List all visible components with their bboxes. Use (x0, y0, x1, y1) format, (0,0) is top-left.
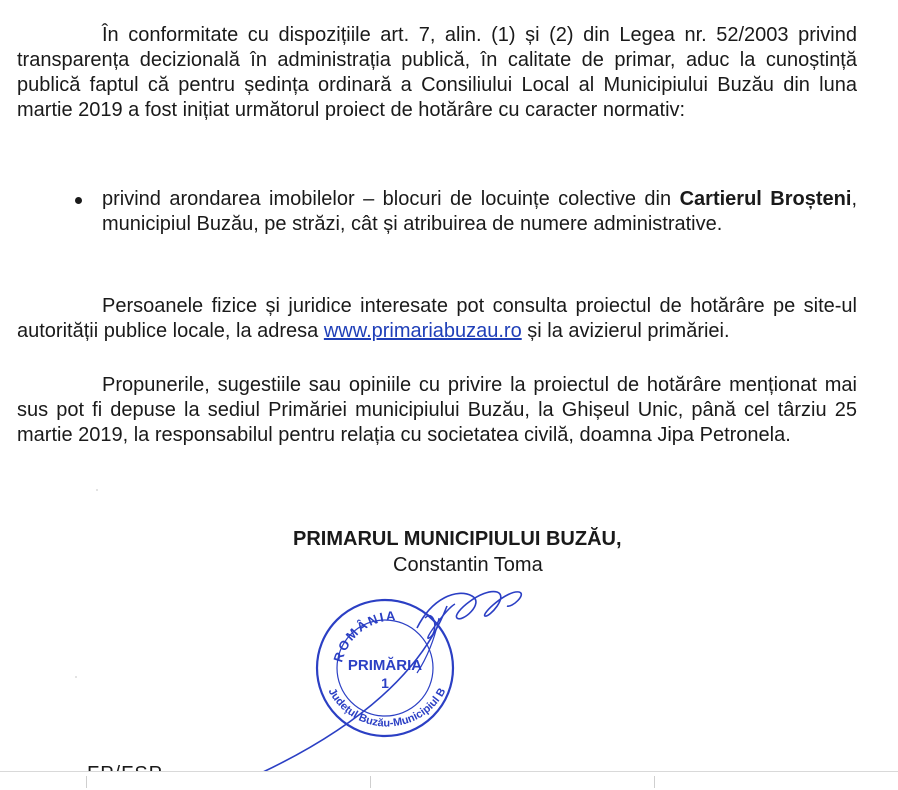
bullet-dot-icon (75, 197, 82, 204)
official-stamp-and-signature (257, 578, 537, 778)
stamp-seal-icon (257, 578, 537, 778)
stamp-number: 1 (381, 675, 389, 691)
scan-speck (75, 676, 77, 678)
project-list-item (102, 187, 857, 237)
consultation-text-start: Persoanele fizice și juridice interesate pot consulta proiectul de hotărâre pe site-ul autorității publice locale, la adresa (17, 295, 857, 342)
page-bottom-strip (0, 771, 898, 790)
scan-speck (96, 489, 98, 491)
stamp-center-text: PRIMĂRIA (347, 657, 423, 674)
stamp-ring-text: Județul Buzău-Municipiul B (325, 686, 449, 730)
project-location-bold: Cartierul Broșteni (679, 188, 852, 210)
strip-divider (370, 776, 371, 788)
project-text-start: privind arondarea imobilelor – blocuri de locuințe colective din (102, 188, 680, 210)
strip-divider (654, 776, 655, 788)
mayor-name: Constantin Toma (393, 554, 543, 576)
stamp-top-text: ROMÂNIA (330, 608, 398, 664)
consultation-text-end: și la avizierul primăriei. (521, 320, 730, 342)
project-list (0, 187, 898, 237)
website-link[interactable]: www.primariabuzau.ro (323, 320, 522, 342)
strip-divider (86, 776, 87, 788)
mayor-title: PRIMARUL MUNICIPIULUI BUZĂU, (293, 528, 622, 550)
project-text-end: , municipiul Buzău, pe străzi, cât și atribuirea de numere administrative. (102, 188, 857, 235)
proposals-paragraph: Propunerile, sugestiile sau opiniile cu privire la proiectul de hotărâre menționat mai sus pot fi depuse la sediul Primăriei municipiului Buzău, la Ghișeul Unic, până cel târziu 25 martie 2019, la responsabilul pentru relația cu societatea civilă, doamna Jipa Petronela. (17, 374, 857, 446)
consultation-paragraph (17, 294, 857, 344)
intro-paragraph: În conformitate cu dispozițiile art. 7, alin. (1) și (2) din Legea nr. 52/2003 privind transparența decizională în administrația publică, în calitate de primar, aduc la cunoștință publică faptul că pentru ședința ordinară a Consiliului Local al Municipiului Buzău din luna martie 2019 a fost inițiat următorul proiect de hotărâre cu caracter normativ: (17, 24, 857, 121)
